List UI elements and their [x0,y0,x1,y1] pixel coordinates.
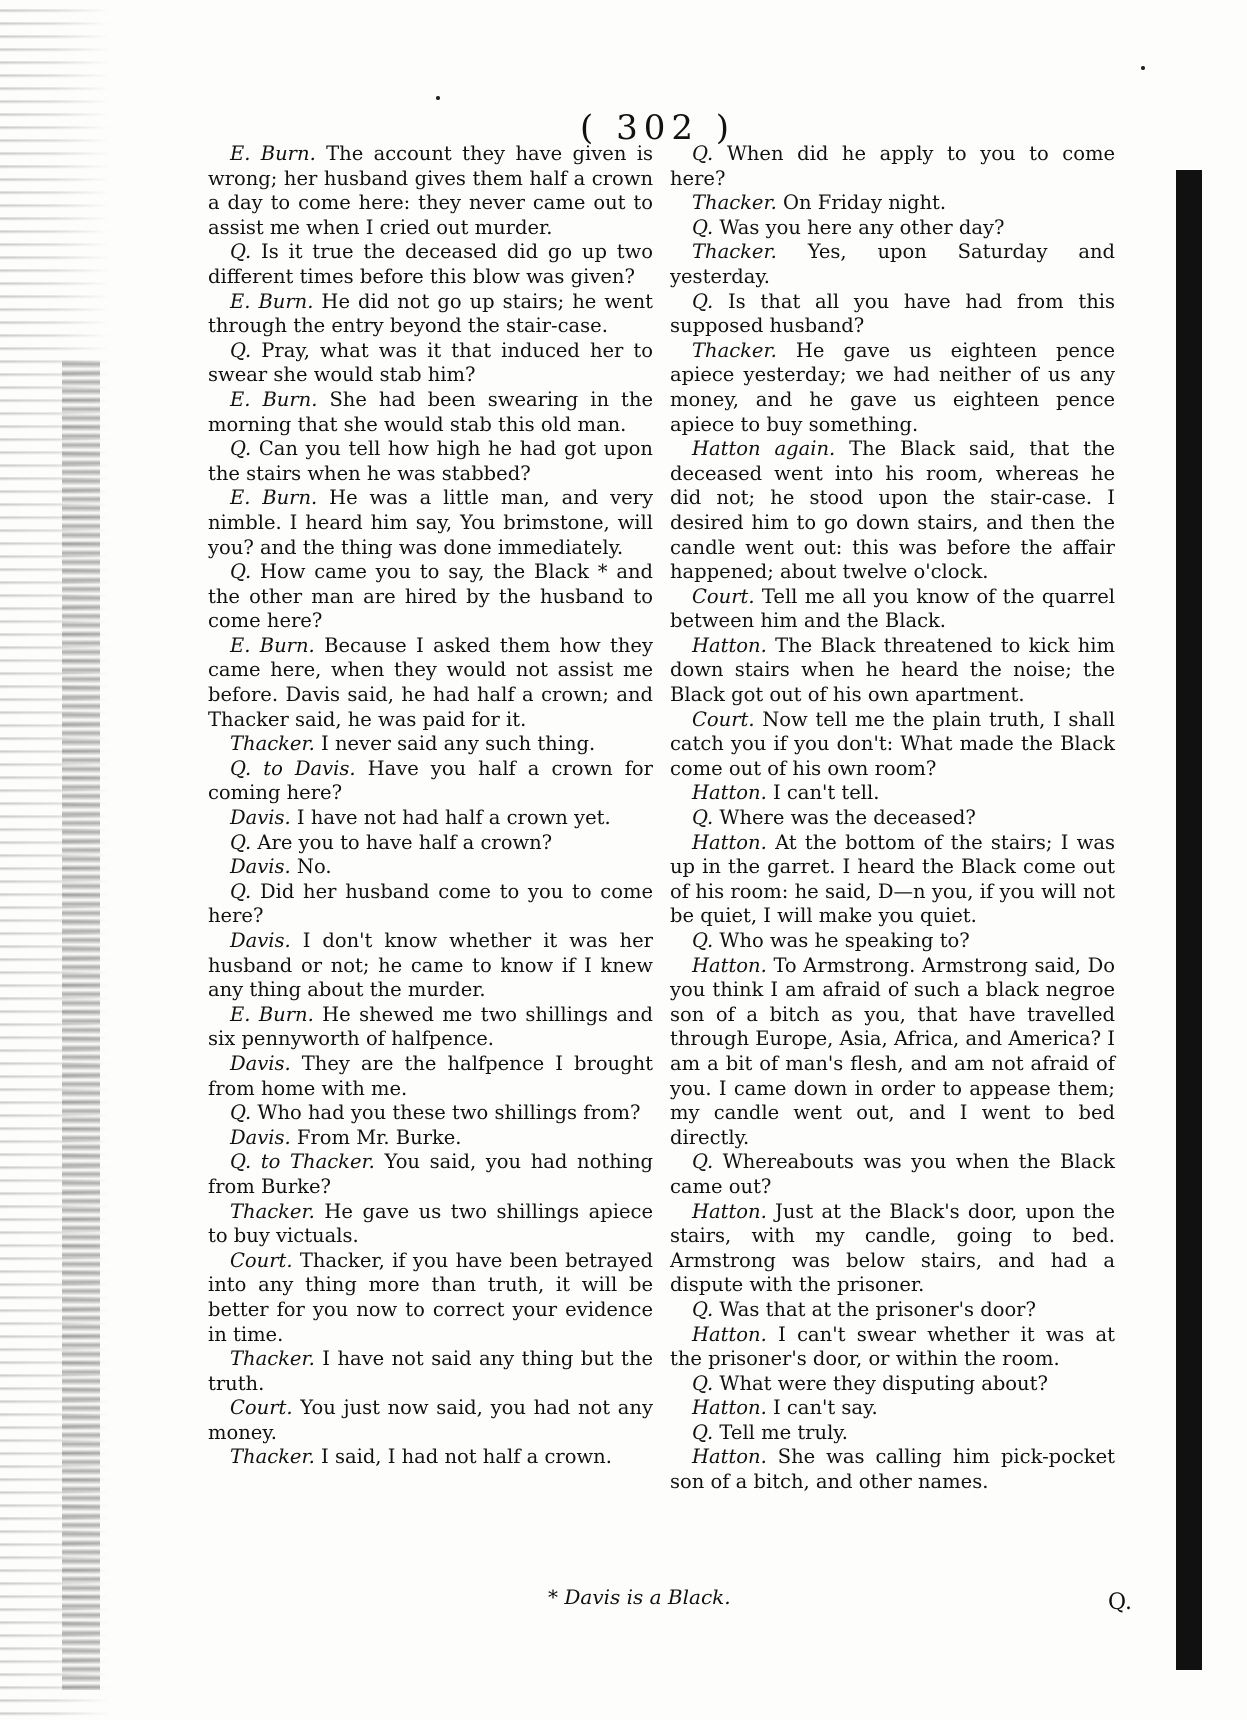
speech-text: You said, you had nothing from Burke? [208,1150,653,1198]
speech-text: Is that all you have had from this supposed husband? [670,289,1115,338]
footnote: * Davis is a Black. [548,1585,731,1609]
speech-text: To Armstrong. Armstrong said, Do you think I am afraid of such a black negroe son of a bitch as you, that have travelled through Europe, Asia, Africa, and America? I am a bit of man's flesh, and am not afraid of you. I came down in order to appease them; my candle went out, and I went to bed directly. [670,953,1115,1149]
dialogue-paragraph [670,634,1115,708]
speech-text: He shewed me two shillings and six pennyworth of halfpence. [208,1002,653,1051]
speaker-label: Q. [692,1371,714,1395]
dialogue-paragraph [670,437,1115,585]
speech-text: I can't swear whether it was at the prisoner's door, or within the room. [670,1322,1115,1371]
catchword: Q. [1108,1590,1132,1615]
speaker-label: Thacker. [230,1199,315,1223]
speaker-label: E. Burn. [230,387,318,411]
speech-text: Thacker, if you have been betrayed into any thing more than truth, it will be better for you now to correct your evidence in time. [208,1248,653,1346]
speech-text: Because I asked them how they came here, when they would not assist me before. Davis said, he had half a crown; and Thacker said, he was paid for it. [208,633,653,731]
dialogue-paragraph [208,486,653,560]
speech-text: Now tell me the plain truth, I shall catch you if you don't: What made the Black come out of his own room? [670,707,1115,780]
text-column-left [208,142,653,1470]
dialogue-paragraph [208,831,653,856]
speech-text: They are the halfpence I brought from home with me. [208,1051,653,1100]
speech-text: Tell me truly. [713,1420,848,1444]
speaker-label: Thacker. [230,1347,315,1371]
dialogue-paragraph [670,1200,1115,1298]
speech-text: I have not had half a crown yet. [290,806,611,830]
speaker-label: Hatton. [692,1199,767,1223]
dialogue-paragraph [670,708,1115,782]
speaker-label: Q. [692,1297,714,1321]
speaker-label: Q. [230,1101,252,1125]
speaker-label: Court. [230,1396,293,1420]
speech-text: Whereabouts was you when the Black came out? [670,1150,1115,1198]
speaker-label: Davis. [230,1125,291,1149]
speaker-label: Davis. [230,1051,291,1075]
speaker-label: Q. [230,830,252,854]
scan-binding-shadow [62,360,100,1690]
dialogue-paragraph [208,1445,653,1470]
dialogue-paragraph [670,806,1115,831]
dialogue-paragraph [208,339,653,388]
speech-text: The account they have given is wrong; her husband gives them half a crown a day to come here: they never came out to assist me when I cried out murder. [208,142,653,239]
speaker-label: Hatton. [692,953,767,977]
dialogue-paragraph [670,191,1115,216]
speaker-label: Q. [692,289,714,313]
speaker-label: Hatton. [692,1445,767,1469]
dialogue-paragraph [208,929,653,1003]
dialogue-paragraph [670,240,1115,289]
speech-text: Pray, what was it that induced her to swear she would stab him? [208,338,653,387]
speech-text: I have not said any thing but the truth. [208,1347,653,1395]
speech-text: Just at the Black's door, upon the stairs, with my candle, going to bed. Armstrong was below stairs, and had a dispute with the prisoner. [670,1199,1115,1297]
dialogue-paragraph [208,880,653,929]
speech-text: Yes, upon Saturday and yesterday. [670,240,1115,288]
dialogue-paragraph [670,1298,1115,1323]
speaker-label: Davis. [230,806,291,830]
dialogue-paragraph [670,781,1115,806]
speech-text: Did her husband come to you to come here? [208,879,653,928]
speech-text: She had been swearing in the morning that she would stab this old man. [208,387,653,436]
speech-text: Where was the deceased? [713,806,976,830]
dialogue-paragraph [670,929,1115,954]
dialogue-paragraph [670,1372,1115,1397]
dialogue-paragraph [208,1003,653,1052]
speaker-label: Court. [230,1248,293,1272]
speaker-label: Hatton. [692,830,767,854]
dialogue-paragraph [208,732,653,757]
dialogue-paragraph [670,1445,1115,1494]
scan-speck [1141,66,1145,70]
speaker-label: Court. [692,584,755,608]
dialogue-paragraph [670,1396,1115,1421]
speech-text: Are you to have half a crown? [251,830,553,854]
speaker-label: Thacker. [692,191,777,215]
speech-text: Who had you these two shillings from? [251,1101,641,1125]
speech-text: The Black said, that the deceased went into his room, whereas he did not; he stood upon the stair-case. I desired him to go down stairs, and then the candle went out: this was before the affair happened; about twelve o'clock. [670,437,1115,584]
speaker-label: Davis. [230,929,291,952]
speaker-label: Q. [692,929,714,952]
speaker-label: Thacker. [692,338,777,362]
speech-text: Can you tell how high he had got upon the stairs when he was stabbed? [208,437,653,485]
speaker-label: Hatton. [692,1396,767,1420]
speaker-label: Hatton. [692,633,767,657]
speaker-label: Q. [230,879,252,903]
page-number: ( 302 ) [580,108,736,148]
dialogue-paragraph [208,757,653,806]
speaker-label: Q. [692,215,714,239]
dialogue-paragraph [208,634,653,732]
speaker-label: Q. to Thacker. [230,1150,375,1174]
speech-text: I said, I had not half a crown. [314,1445,612,1469]
dialogue-paragraph [208,1396,653,1445]
speaker-label: Q. [230,560,252,584]
dialogue-paragraph [670,954,1115,1151]
speech-text: He gave us eighteen pence apiece yesterday; we had neither of us any money, and he gave us eighteen pence apiece to buy something. [670,338,1115,436]
scan-edge-bar [1176,170,1202,1670]
speaker-label: Hatton. [692,1322,767,1346]
dialogue-paragraph [208,1347,653,1396]
speaker-label: E. Burn. [230,1002,314,1026]
speech-text: I can't tell. [766,781,880,805]
speech-text: How came you to say, the Black * and the other man are hired by the husband to come here? [208,560,653,633]
dialogue-paragraph [208,1101,653,1126]
speech-text: Was that at the prisoner's door? [713,1297,1036,1321]
dialogue-paragraph [208,290,653,339]
speech-text: He gave us two shillings apiece to buy victuals. [208,1199,653,1248]
dialogue-paragraph [208,1249,653,1347]
dialogue-paragraph [208,560,653,634]
speaker-label: Thacker. [230,1445,315,1469]
dialogue-paragraph [208,1150,653,1199]
speech-text: Have you half a crown for coming here? [208,756,653,805]
speaker-label: Court. [692,707,755,731]
speech-text: What were they disputing about? [713,1371,1048,1395]
speech-text: On Friday night. [776,191,947,215]
speech-text: Was you here any other day? [713,215,1005,239]
dialogue-paragraph [208,437,653,486]
speaker-label: Q. [230,437,252,461]
dialogue-paragraph [670,1150,1115,1199]
speech-text: The Black threatened to kick him down stairs when he heard the noise; the Black got out of his own apartment. [670,633,1115,707]
dialogue-paragraph [208,1126,653,1151]
text-column-right [670,142,1115,1495]
dialogue-paragraph [670,216,1115,241]
speech-text: I can't say. [766,1396,878,1420]
dialogue-paragraph [670,142,1115,191]
speaker-label: Q. [692,1420,714,1444]
scan-speck [436,96,440,100]
dialogue-paragraph [208,142,653,240]
speaker-label: E. Burn. [230,289,314,313]
speaker-label: Davis. [230,855,291,879]
dialogue-paragraph [670,339,1115,437]
dialogue-paragraph [670,831,1115,929]
speech-text: Who was he speaking to? [713,929,970,952]
speech-text: Is it true the deceased did go up two different times before this blow was given? [208,240,653,288]
speaker-label: Thacker. [230,732,315,756]
dialogue-paragraph [208,806,653,831]
speech-text: I don't know whether it was her husband or not; he came to know if I knew any thing about the murder. [208,929,653,1002]
speech-text: You just now said, you had not any money. [208,1396,653,1444]
speaker-label: E. Burn. [230,633,315,657]
speaker-label: Q. [230,338,252,362]
speaker-label: Q. to Davis. [230,756,356,780]
speaker-label: Q. [692,1150,714,1174]
dialogue-paragraph [208,1052,653,1101]
dialogue-paragraph [208,855,653,880]
speaker-label: Hatton. [692,781,767,805]
speaker-label: Q. [230,240,252,264]
dialogue-paragraph [670,585,1115,634]
speech-text: She was calling him pick-pocket son of a bitch, and other names. [670,1445,1115,1494]
dialogue-paragraph [670,1421,1115,1446]
dialogue-paragraph [670,1323,1115,1372]
speech-text: He was a little man, and very nimble. I heard him say, You brimstone, will you? and the thing was done immediately. [208,486,653,559]
speaker-label: Hatton again. [692,437,836,461]
speech-text: At the bottom of the stairs; I was up in the garret. I heard the Black come out of his room: he said, D—n you, if you will not be quiet, I will make you quiet. [670,830,1115,928]
speech-text: When did he apply to you to come here? [670,142,1115,190]
dialogue-paragraph [208,1200,653,1249]
speech-text: I never said any such thing. [314,732,596,756]
speaker-label: E. Burn. [230,142,316,165]
speech-text: No. [290,855,332,879]
speech-text: He did not go up stairs; he went through the entry beyond the stair-case. [208,289,653,338]
speaker-label: Q. [692,142,714,165]
speech-text: From Mr. Burke. [290,1125,462,1149]
speech-text: Tell me all you know of the quarrel between him and the Black. [670,584,1115,633]
dialogue-paragraph [208,388,653,437]
dialogue-paragraph [208,240,653,289]
speaker-label: Q. [692,806,714,830]
speaker-label: E. Burn. [230,486,318,510]
dialogue-paragraph [670,290,1115,339]
speaker-label: Thacker. [692,240,777,264]
